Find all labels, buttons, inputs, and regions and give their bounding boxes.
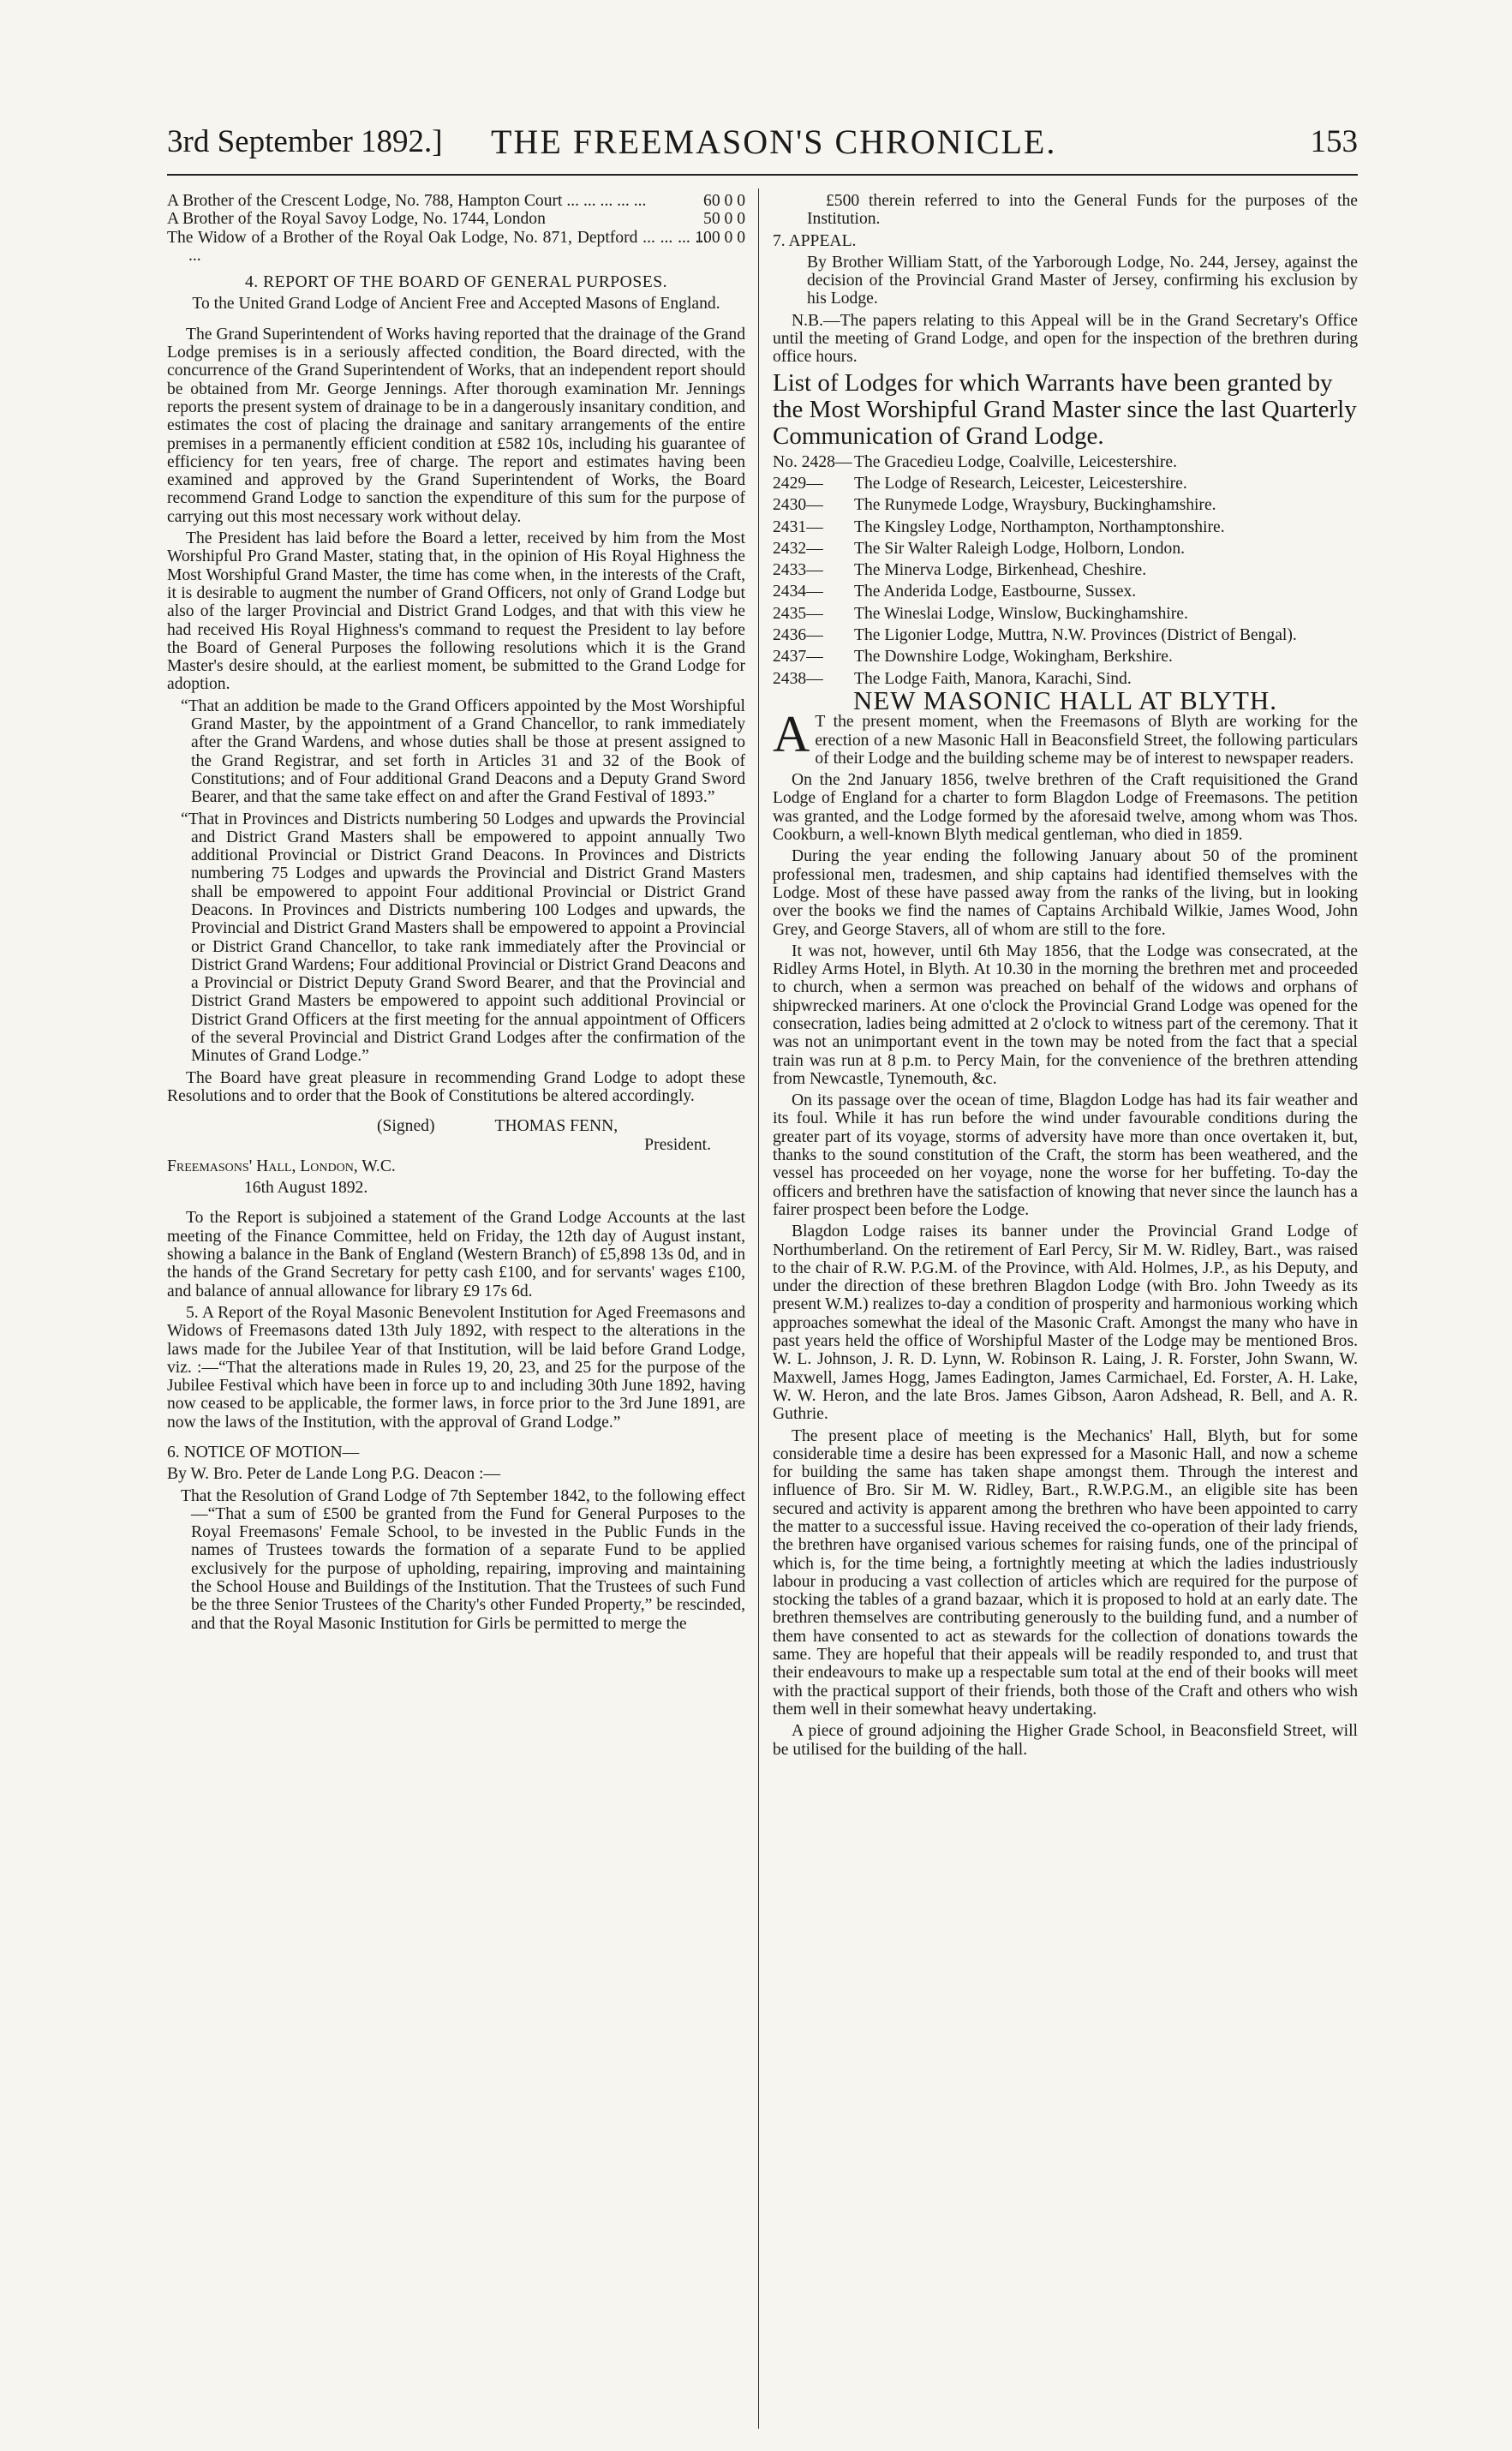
article-lead: [773, 706, 1358, 768]
article-paragraph: A piece of ground adjoining the Higher Grade School, in Beaconsfield Street, will be utilised for the building of the hall.: [773, 1722, 1358, 1759]
grant-text: The Widow of a Brother of the Royal Oak Lodge, No. 871, Deptford ... ... ... ... ...: [167, 228, 708, 265]
grant-item: [167, 210, 745, 228]
section-6-by: By W. Bro. Peter de Lande Long P.G. Deacon :—: [167, 1465, 501, 1484]
quoted-resolution: “That an addition be made to the Grand Officers appointed by the Most Worshipful Grand Master, by the appointment of a Grand Chancellor, to rank immediately after the Grand Wardens, and whose duties shall be those at present assigned to the Grand Registrar, and set forth in Articles 31 and 32 of the Book of Constitutions; and of Four additional Grand Deacons and a Deputy Grand Sword Bearer, and that the same take effect on and after the Grand Festival of 1893.”: [181, 696, 745, 807]
lodge-number: 2429—: [773, 474, 823, 493]
section-7-heading: 7. APPEAL.: [773, 231, 857, 250]
section-6-heading: 6. NOTICE OF MOTION—: [167, 1444, 360, 1462]
grant-amount: 50 0 0: [703, 210, 745, 229]
article-paragraph: It was not, however, until 6th May 1856, that the Lodge was consecrated, at the Ridley Arms Hotel, in Blyth. At 10.30 in the morning the brethren met and proceeded to church, when a sermon was preached on behalf of the widows and orphans of shipwrecked mariners. At one o'clock the Provincial Grand Lodge was opened for the consecration, ladies being admitted at 2 o'clock to witness part of the ceremony. That it was not an unimportant event in the town may be noted from the fact that a special train was run at 8 p.m. to Percy Main, for the convenience of the brethren attending from Newcastle, Tynemouth, &c.: [773, 942, 1358, 1088]
section-6-text: That the Resolution of Grand Lodge of 7th September 1842, to the following effect—“That a sum of £500 be granted from the Fund for General Purposes to the Royal Freemasons' Female School, to be invested in the Public Funds in the names of Trustees towards the formation of a separate Fund to be applied exclusively for the purpose of upholding, repairing, improving and maintaining the School House and Buildings of the Institution. That the Trustees of such Fund be the three Senior Trustees of the Charity's other Funded Property,” be rescinded, and that the Royal Masonic Institution for Girls be permitted to merge the: [181, 1486, 745, 1633]
signatory-title: President.: [644, 1135, 711, 1154]
lodge-number: 2438—: [773, 669, 823, 688]
continuation-text: £500 therein referred to into the General Funds for the purposes of the Institution.: [807, 192, 1358, 229]
lodge-name: The Lodge of Research, Leicester, Leicestershire.: [854, 474, 1187, 493]
lodge-name: The Gracedieu Lodge, Coalville, Leicestershire.: [854, 452, 1178, 471]
list-item: [773, 561, 1358, 579]
lodge-number: 2436—: [773, 626, 823, 645]
paragraph: To the Report is subjoined a statement of the Grand Lodge Accounts at the last meeting of the Finance Committee, held on Friday, the 12th day of August instant, showing a balance in the Bank of England (Western Branch) of £5,898 13s 0d, and in the hands of the Grand Secretary for petty cash £100, and for servants' wages £100, and balance of annual allowance for library £9 17s 6d.: [167, 1209, 745, 1300]
section-7-text: By Brother William Statt, of the Yarborough Lodge, No. 244, Jersey, against the decision of the Provincial Grand Master of Jersey, confirming his exclusion by his Lodge.: [807, 253, 1358, 308]
issue-date: 3rd September 1892.]: [167, 124, 443, 159]
article-lead-text: T the present moment, when the Freemasons of Blyth are working for the erection of a new Masonic Hall in Beaconsfield Street, the following particulars of their Lodge and the building scheme may be of interest to newspaper readers.: [815, 713, 1358, 768]
lodge-name: The Runymede Lodge, Wraysbury, Buckinghamshire.: [854, 496, 1216, 515]
lodge-name: The Minerva Lodge, Birkenhead, Cheshire.: [854, 561, 1147, 580]
publication-title: THE FREEMASON'S CHRONICLE.: [491, 123, 1057, 161]
lodge-number: 2435—: [773, 604, 823, 623]
address-date: 16th August 1892.: [244, 1179, 368, 1198]
article-paragraph: On the 2nd January 1856, twelve brethren of the Craft requisitioned the Grand Lodge of England for a charter to form Blagdon Lodge of Freemasons. The petition was granted, and the Lodge formed by the aforesaid twelve, among whom was Thos. Cookburn, a well-known Blyth medical gentleman, who died in 1859.: [773, 771, 1358, 845]
section-4-address: To the United Grand Lodge of Ancient Free and Accepted Masons of England.: [192, 295, 720, 314]
section-4-heading: 4. REPORT OF THE BOARD OF GENERAL PURPOSES.: [244, 273, 667, 292]
lodge-name: The Wineslai Lodge, Winslow, Buckinghamshire.: [854, 604, 1188, 623]
lodge-number: 2432—: [773, 539, 823, 558]
lodge-number: 2431—: [773, 517, 823, 536]
lodge-number: 2433—: [773, 561, 823, 580]
lodge-number: 2437—: [773, 648, 823, 667]
grant-item: [167, 192, 745, 210]
article-paragraph: On its passage over the ocean of time, Blagdon Lodge has had its fair weather and its foul. While it has run before the wind under favourable conditions during the greater part of its voyage, storms of adversity have more than once overtaken it, but, thanks to the sound constitution of the Craft, the storm has been weathered, and the vessel has proceeded on her voyage, none the worse for her buffeting. To-day the officers and brethren have the satisfaction of knowing that never since the launch has a fairer prospect been before the Lodge.: [773, 1091, 1358, 1219]
grant-text: A Brother of the Crescent Lodge, No. 788, Hampton Court ... ... ... ... ...: [167, 192, 647, 210]
grant-item: [167, 229, 745, 266]
section-5: 5. A Report of the Royal Masonic Benevolent Institution for Aged Freemasons and Widows of Freemasons dated 13th July 1892, with respect to the alterations in the laws made for the Jubilee Year of that Institution, will be laid before Grand Lodge, viz. :—“That the alterations made in Rules 19, 20, 23, and 25 for the purpose of the Jubilee Festival which have been in force up to and including 30th June 1892, having now ceased to be applicable, the former laws, in force prior to the 3rd June 1891, are now the laws of the Institution, with the approval of Grand Lodge.”: [167, 1303, 745, 1432]
lodge-name: The Lodge Faith, Manora, Karachi, Sind.: [854, 669, 1132, 688]
left-column: [167, 192, 745, 1636]
grant-text: A Brother of the Royal Savoy Lodge, No. 1744, London: [167, 210, 546, 229]
list-item: [773, 648, 1358, 666]
paragraph: The Grand Superintendent of Works having reported that the drainage of the Grand Lodge premises is in a seriously affected condition, the Board directed, with the concurrence of the Grand Superintendent of Works, that an independent report should be obtained from Mr. George Jennings. After thorough examination Mr. Jennings reports the present system of drainage to be in a dangerously insanitary condition, and estimates the cost of placing the drainage and sanitary arrangements of the entire premises in a permanently efficient condition at £582 10s, including his guarantee of efficiency for ten years, free of charge. The report and estimates having been examined and approved by the Grand Superintendent of Works, the Board recommend Grand Lodge to sanction the expenditure of this sum for the purpose of carrying out this most necessary work without delay.: [167, 325, 745, 526]
article-paragraph: The present place of meeting is the Mechanics' Hall, Blyth, but for some considerable time a desire has been expressed for a Masonic Hall, and now a scheme for building the same has taken shape amongst them. Through the interest and influence of Bro. Sir M. W. Ridley, Bart., R.W.P.G.M., an eligible site has been secured and activity is apparent among the brethren who have been appointed to carry the matter to a successful issue. Having received the co-operation of their lady friends, the brethren have organised various schemes for raising funds, one of the principal of which is, for the time being, a fortnightly meeting at which the ladies industriously labour in producing a vast collection of articles which are required for the purpose of stocking the tables of a grand bazaar, which it is proposed to hold at an early date. The brethren themselves are contributing generously to the building fund, and a number of them have consented to act as stewards for the collection of donations towards the same. They are hopeful that their appeals will be readily responded to, and trust that their endeavours to make up a respectable sum total at the end of their books will meet with the practical support of their friends, both those of the Craft and others who wish them well in their somewhat heavy undertaking.: [773, 1426, 1358, 1719]
lodge-number: 2430—: [773, 496, 823, 515]
paragraph: The Board have great pleasure in recommending Grand Lodge to adopt these Resolutions and to order that the Book of Constitutions be altered accordingly.: [167, 1068, 745, 1105]
nb-note: N.B.—The papers relating to this Appeal will be in the Grand Secretary's Office until the meeting of Grand Lodge, and open for the inspection of the brethren during office hours.: [773, 311, 1358, 367]
list-item: [773, 626, 1358, 644]
list-item: [773, 496, 1358, 514]
lodge-name: The Downshire Lodge, Wokingham, Berkshire.: [854, 648, 1173, 667]
header-rule: [167, 174, 1358, 176]
lodge-list-heading: List of Lodges for which Warrants have been granted by the Most Worshipful Grand Master since the last Quarterly Communication of Grand Lodge.: [773, 368, 1357, 450]
column-divider: [758, 188, 759, 2429]
paragraph: The President has laid before the Board a letter, received by him from the Most Worshipful Pro Grand Master, stating that, in the opinion of His Royal Highness the Most Worshipful Grand Master, the time has come when, in the interests of the Craft, it is desirable to augment the number of Grand Officers, not only of Grand Lodge but also of the larger Provincial and District Grand Lodges, and that with this view he had received His Royal Highness's command to request the President to lay before the Board of General Purposes the following resolutions which it is the Grand Master's desire should, at the earliest moment, be submitted to the Grand Lodge for adoption.: [167, 529, 745, 694]
signed-label: (Signed): [377, 1117, 435, 1136]
right-column: [773, 192, 1358, 1762]
lodge-name: The Ligonier Lodge, Muttra, N.W. Provinces (District of Bengal).: [854, 626, 1297, 645]
grant-list: [167, 192, 745, 265]
list-item: [773, 540, 1358, 558]
list-item: [773, 583, 1358, 601]
signatory-name: THOMAS FENN,: [494, 1117, 619, 1136]
lodge-name: The Anderida Lodge, Eastbourne, Sussex.: [854, 583, 1137, 601]
lodge-list: [773, 453, 1358, 688]
grant-amount: 100 0 0: [695, 228, 745, 247]
page-number: 153: [1310, 124, 1358, 159]
signature-line: [167, 1117, 745, 1135]
article-heading: NEW MASONIC HALL AT BLYTH.: [852, 684, 1278, 715]
drop-cap: A: [773, 706, 810, 763]
list-item: [773, 605, 1358, 623]
list-item: [773, 518, 1358, 536]
list-item: [773, 453, 1358, 471]
address-line: Freemasons' Hall, London, W.C.: [167, 1157, 396, 1175]
lodge-name: The Kingsley Lodge, Northampton, Northamptonshire.: [854, 517, 1225, 536]
page-header: [167, 120, 1358, 171]
grant-amount: 60 0 0: [703, 192, 745, 210]
article-paragraph: Blagdon Lodge raises its banner under the Provincial Grand Lodge of Northumberland. On the retirement of Earl Percy, Sir M. W. Ridley, Bart., was raised to the chair of R.W. P.G.M. of the Province, with Ald. Holmes, J.P., as his Deputy, and under the direction of these brethren Blagdon Lodge (with Bro. John Tweedy as its present W.M.) realizes to-day a condition of prosperity and harmonious working which approaches somewhat the ideal of the Masonic Craft. Amongst the many who have in past years held the office of Worshipful Master of the Lodge may be mentioned Bros. W. L. Johnson, J. R. D. Lynn, W. Robinson R. Laing, J. R. Forster, John Swann, W. Maxwell, James Hogg, James Eadington, James Carmichael, Ed. Forster, A. H. Lake, W. W. Heron, and the late Bros. James Gibson, Aaron Adshead, R. Bell, and A. R. Guthrie.: [773, 1223, 1358, 1424]
article-paragraph: During the year ending the following January about 50 of the prominent professional men, tradesmen, and ship captains had identified themselves with the Lodge. Most of these have passed away from the ranks of the living, but in looking over the books we find the names of Captains Archibald Wilkie, James Wood, John Grey, and George Stavers, all of whom are still to the fore.: [773, 847, 1358, 939]
lodge-number: 2434—: [773, 583, 823, 601]
lodge-name: The Sir Walter Raleigh Lodge, Holborn, London.: [854, 539, 1186, 558]
lodge-number: No. 2428—: [773, 452, 852, 471]
list-item: [773, 475, 1358, 493]
quoted-resolution: “That in Provinces and Districts numbering 50 Lodges and upwards the Provincial and District Grand Masters shall be empowered to appoint annually Two additional Provincial or District Grand Deacons. In Provinces and Districts numbering 75 Lodges and upwards the Provincial and District Grand Masters shall be empowered to appoint Four additional Provincial or District Grand Deacons. In Provinces and Districts numbering 100 Lodges and upwards, the Provincial and District Grand Masters shall be empowered to appoint a Provincial or District Grand Chancellor, to take rank immediately after the Provincial or District Grand Wardens; Four additional Provincial or District Grand Deacons and a Provincial or District Deputy Grand Sword Bearer, and that the Provincial and District Grand Masters be empowered to appoint such additional Provincial or District Grand Officers at the first meeting for the annual appointment of Officers of the several Provincial and District Grand Lodges after the confirmation of the Minutes of Grand Lodge.”: [181, 810, 745, 1066]
